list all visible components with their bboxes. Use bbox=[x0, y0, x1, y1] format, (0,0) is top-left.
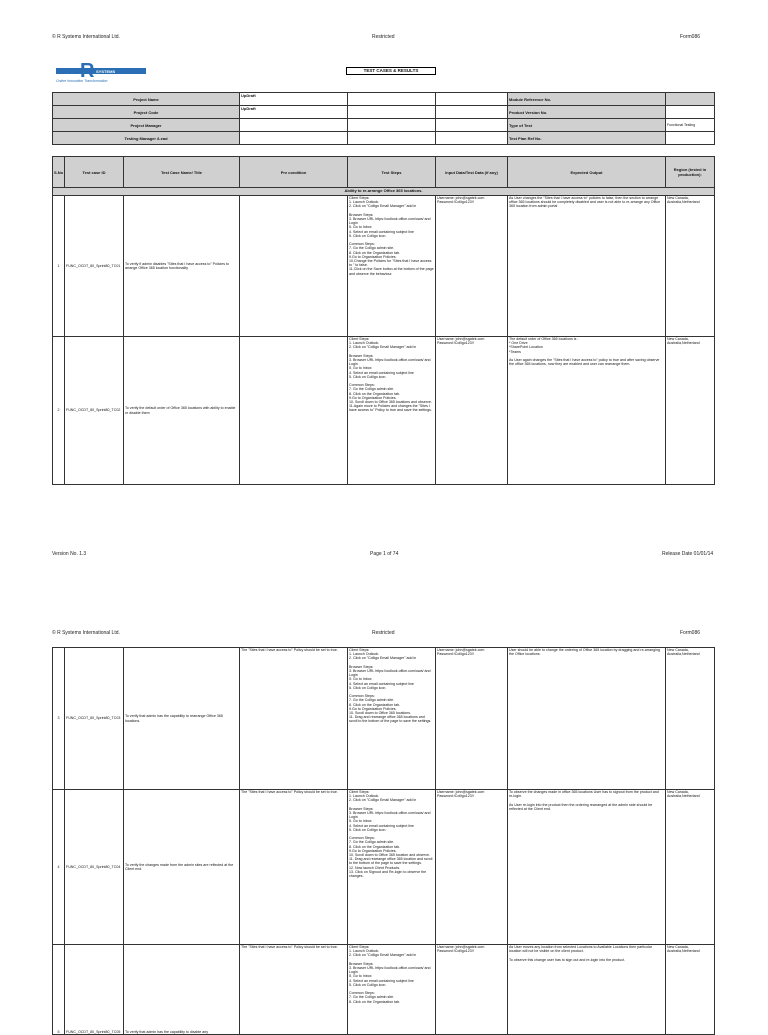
project-code-label: Project Code bbox=[53, 106, 240, 119]
page1-footer-right: Release Date 01/01/14 bbox=[662, 551, 714, 557]
col-header-input: Input Data/Test Data (if any) bbox=[436, 157, 508, 188]
col-header-pre: Pre condition bbox=[240, 157, 348, 188]
project-manager-label: Project Manager bbox=[53, 119, 240, 132]
table-row bbox=[53, 337, 715, 485]
project-name-label: Project Name bbox=[53, 93, 240, 106]
row-expected: The default order of Office 365 locations is : * One Drive *SharePoint Location *Teams As User again changes the "Sites that I have access to" policy to true and after saving observe the office 365 locations, now they are enabled and user can rearrange them. bbox=[508, 337, 666, 485]
row-title: To verify the changes made from the admin sites are reflected at the Client end. bbox=[124, 790, 240, 945]
row-pre bbox=[240, 337, 348, 485]
page1-header-center: Restricted bbox=[372, 34, 395, 40]
project-name-value: UpDraft bbox=[240, 93, 348, 106]
row-id: FUNC_OCDT_80_Sprint80_TC05 bbox=[65, 945, 124, 1035]
row-region: New Canada, Australia,Netherland bbox=[666, 945, 715, 1035]
row-steps: Client Steps: 1. Launch Outlook. 2. Click on "Colligo Email Manager" add in Browser Steps: 3. Browser URL https://outlook.office.com/owa/ and Login 5. Go to Inbox 4. Select an email containing subject line 5. Click on Colligo icon. Common Steps: 7. Go the Colligo admin site. 8. Click on the Organization tab. 9.Go to Organization Policies. 10. Scroll down to Office 365 locations and observe. 11.Again move to Policies and changes the "Sites I have access to" Policy to true and save the settings. bbox=[348, 337, 436, 485]
product-version-label: Product Version No. bbox=[508, 106, 666, 119]
document-title: TEST CASES & RESULTS bbox=[346, 67, 436, 75]
row-steps: Client Steps: 1. Launch Outlook. 2. Click on "Colligo Email Manager" add in Browser Steps: 3. Browser URL https://outlook.office.com/owa/ and Login 5. Go to Inbox 4. Select an email containing subject line 5. Click on Colligo icon. Common Steps: 7. Go the Colligo admin site. 8. Click on the Organization tab. 9.Go to Organization Policies. 10.Change the Policies for "Sites that I have access to " to false. 11.Click on the Save button at the bottom of the page and observe the behaviour. bbox=[348, 196, 436, 337]
row-input: Username: john@sgatek.com Password:!Colligo123!! bbox=[436, 790, 508, 945]
page1-footer-left: Version No. 1.3 bbox=[52, 551, 87, 557]
page2-header-center: Restricted bbox=[372, 630, 395, 636]
info-empty-cell bbox=[436, 119, 508, 132]
logo-tagline: Online Innovation Transformation bbox=[56, 79, 108, 83]
svg-text:R: R bbox=[80, 60, 95, 82]
section-title: Ability to re-arrange Office 365 locations. bbox=[53, 188, 715, 196]
row-pre: The "Sites that I have access to" Policy should be set to true. bbox=[240, 945, 348, 1035]
row-region: New Canada, Australia,Netherland bbox=[666, 337, 715, 485]
row-input: Username: john@sgatek.com Password:!Colligo123!! bbox=[436, 945, 508, 1035]
row-pre: The "Sites that I have access to" Policy should be set to true. bbox=[240, 648, 348, 790]
logo-brand-text: SYSTEMS bbox=[96, 69, 116, 74]
table-header-row bbox=[53, 157, 715, 188]
row-id: FUNC_OCDT_80_Sprint80_TC04 bbox=[65, 790, 124, 945]
info-empty-cell bbox=[348, 132, 436, 145]
module-ref-label: Module Reference No. bbox=[508, 93, 666, 106]
row-input: Username: john@sgatek.com Password:!Colligo123!! bbox=[436, 196, 508, 337]
type-of-test-value: Functional Testing bbox=[666, 119, 715, 132]
row-expected: User should be able to change the ordering of Office 365 location by dragging and re-arranging the Office locations. bbox=[508, 648, 666, 790]
table-row bbox=[53, 790, 715, 945]
info-empty-cell bbox=[348, 93, 436, 106]
info-row-testing-manager bbox=[53, 132, 715, 145]
row-input: Username: john@sgatek.com Password:!Colligo123!! bbox=[436, 648, 508, 790]
col-header-expected: Expected Output bbox=[508, 157, 666, 188]
row-id: FUNC_OCDT_80_Sprint80_TC03 bbox=[65, 648, 124, 790]
info-row-project-manager bbox=[53, 119, 715, 132]
module-ref-value bbox=[666, 93, 715, 106]
project-info-table bbox=[52, 92, 715, 145]
col-header-id: Test case ID bbox=[65, 157, 124, 188]
page2-header-right: Form086 bbox=[680, 630, 701, 636]
test-cases-table-page2 bbox=[52, 647, 715, 1035]
col-header-steps: Test Steps bbox=[348, 157, 436, 188]
section-row bbox=[53, 188, 715, 196]
col-header-sno: S.No bbox=[53, 157, 65, 188]
info-empty-cell bbox=[436, 106, 508, 119]
project-code-value: UpDraft bbox=[240, 106, 348, 119]
row-title: To verify if admin disables "Sites that I have access to" Policies to arrange Office 365 location functionality bbox=[124, 196, 240, 337]
info-row-project-name bbox=[53, 93, 715, 106]
row-pre: The "Sites that I have access to" Policy should be set to true. bbox=[240, 790, 348, 945]
col-header-region: Region (tested in production): bbox=[666, 157, 715, 188]
page1-header-left: © R Systems International Ltd. bbox=[52, 34, 120, 40]
test-plan-value bbox=[666, 132, 715, 145]
row-region: New Canada, Australia,Netherland bbox=[666, 648, 715, 790]
row-expected: As User moves any location from selected Locations to Available Locations then particular location will not be visible on the client product. To observe this change user has to sign out and re-login into the product. bbox=[508, 945, 666, 1035]
testing-manager-label: Testing Manager /Lead bbox=[53, 132, 240, 145]
test-cases-table-page1 bbox=[52, 156, 715, 485]
row-region: New Canada, Australia,Netherland bbox=[666, 790, 715, 945]
row-sno: 2 bbox=[53, 337, 65, 485]
row-sno: 3 bbox=[53, 648, 65, 790]
table-row bbox=[53, 945, 715, 1035]
row-pre bbox=[240, 196, 348, 337]
row-steps: Client Steps: 1. Launch Outlook. 2. Click on "Colligo Email Manager" add in Browser Steps: 3. Browser URL https://outlook.office.com/owa/ and Login 5. Go to Inbox 4. Select an email containing subject line 5. Click on Colligo icon. Common Steps: 7. Go the Colligo admin site. 8. Click on the Organization tab. 9.Go to Organization Policies. 10. Scroll down to Office 365 locations. 11. Drag and rearrange office 365 locations and scroll to the bottom of the page to save the settings. bbox=[348, 648, 436, 790]
table-row bbox=[53, 196, 715, 337]
row-sno: 5 bbox=[53, 945, 65, 1035]
table-row bbox=[53, 648, 715, 790]
row-input: Username: john@sgatek.com Password:!Colligo123!! bbox=[436, 337, 508, 485]
page1-footer-center: Page 1 of 74 bbox=[370, 551, 399, 557]
page2-header-left: © R Systems International Ltd. bbox=[52, 630, 120, 636]
project-manager-value bbox=[240, 119, 348, 132]
info-empty-cell bbox=[436, 93, 508, 106]
row-sno: 4 bbox=[53, 790, 65, 945]
row-expected: As User changes the "Sites that I have access to" policies to false, then the section to arrange office 365 locations should be completely disabled and user is not able to re-arrange any Office 365 location from admin portal bbox=[508, 196, 666, 337]
row-id: FUNC_OCDT_80_Sprint80_TC02 bbox=[65, 337, 124, 485]
type-of-test-label: Type of Test bbox=[508, 119, 666, 132]
info-empty-cell bbox=[436, 132, 508, 145]
row-steps: Client Steps: 1. Launch Outlook. 2. Click on "Colligo Email Manager" add in Browser Steps: 3. Browser URL https://outlook.office.com/owa/ and Login 5. Go to Inbox 4. Select an email containing subject line 5. Click on Colligo icon. Common Steps: 7. Go the Colligo admin site. 8. Click on the Organization tab. bbox=[348, 945, 436, 1035]
company-logo bbox=[56, 58, 146, 86]
row-id: FUNC_OCDT_80_Sprint80_TC01 bbox=[65, 196, 124, 337]
col-header-title: Test Case Name/ Title bbox=[124, 157, 240, 188]
row-sno: 1 bbox=[53, 196, 65, 337]
row-expected: To observe the changes made in office 365 locations User has to signout from the product and re-login. As User re-login into the product then the ordering rearranged at the admin side should be reflected at the Client end. bbox=[508, 790, 666, 945]
product-version-value bbox=[666, 106, 715, 119]
row-steps: Client Steps: 1. Launch Outlook. 2. Click on "Colligo Email Manager" add in Browser Steps: 3. Browser URL https://outlook.office.com/owa/ and Login 5. Go to Inbox 4. Select an email containing subject line 5. Click on Colligo icon. Common Steps: 7. Go the Colligo admin site. 8. Click on the Organization tab. 9.Go to Organization Policies. 10. Scroll down to Office 365 location and observe. 11. Drag and rearrange office 365 location and scroll to the bottom of the page to save the settings. 12. Now launch Client Products. 13. Click on Signout and Re-login to observe the changes. bbox=[348, 790, 436, 945]
testing-manager-value bbox=[240, 132, 348, 145]
info-empty-cell bbox=[348, 119, 436, 132]
row-region: New Canada, Australia,Netherland bbox=[666, 196, 715, 337]
page1-header-right: Form086 bbox=[680, 34, 701, 40]
row-title: To verify that admin has the capability to rearrange Office 365 locations. bbox=[124, 648, 240, 790]
row-title: To verify that admin has the capability to disable any bbox=[124, 945, 240, 1035]
test-plan-label: Test Plan Ref No. bbox=[508, 132, 666, 145]
info-empty-cell bbox=[348, 106, 436, 119]
row-title: To verify the default order of Office 365 locations with ability to enable or disable them bbox=[124, 337, 240, 485]
info-row-project-code bbox=[53, 106, 715, 119]
